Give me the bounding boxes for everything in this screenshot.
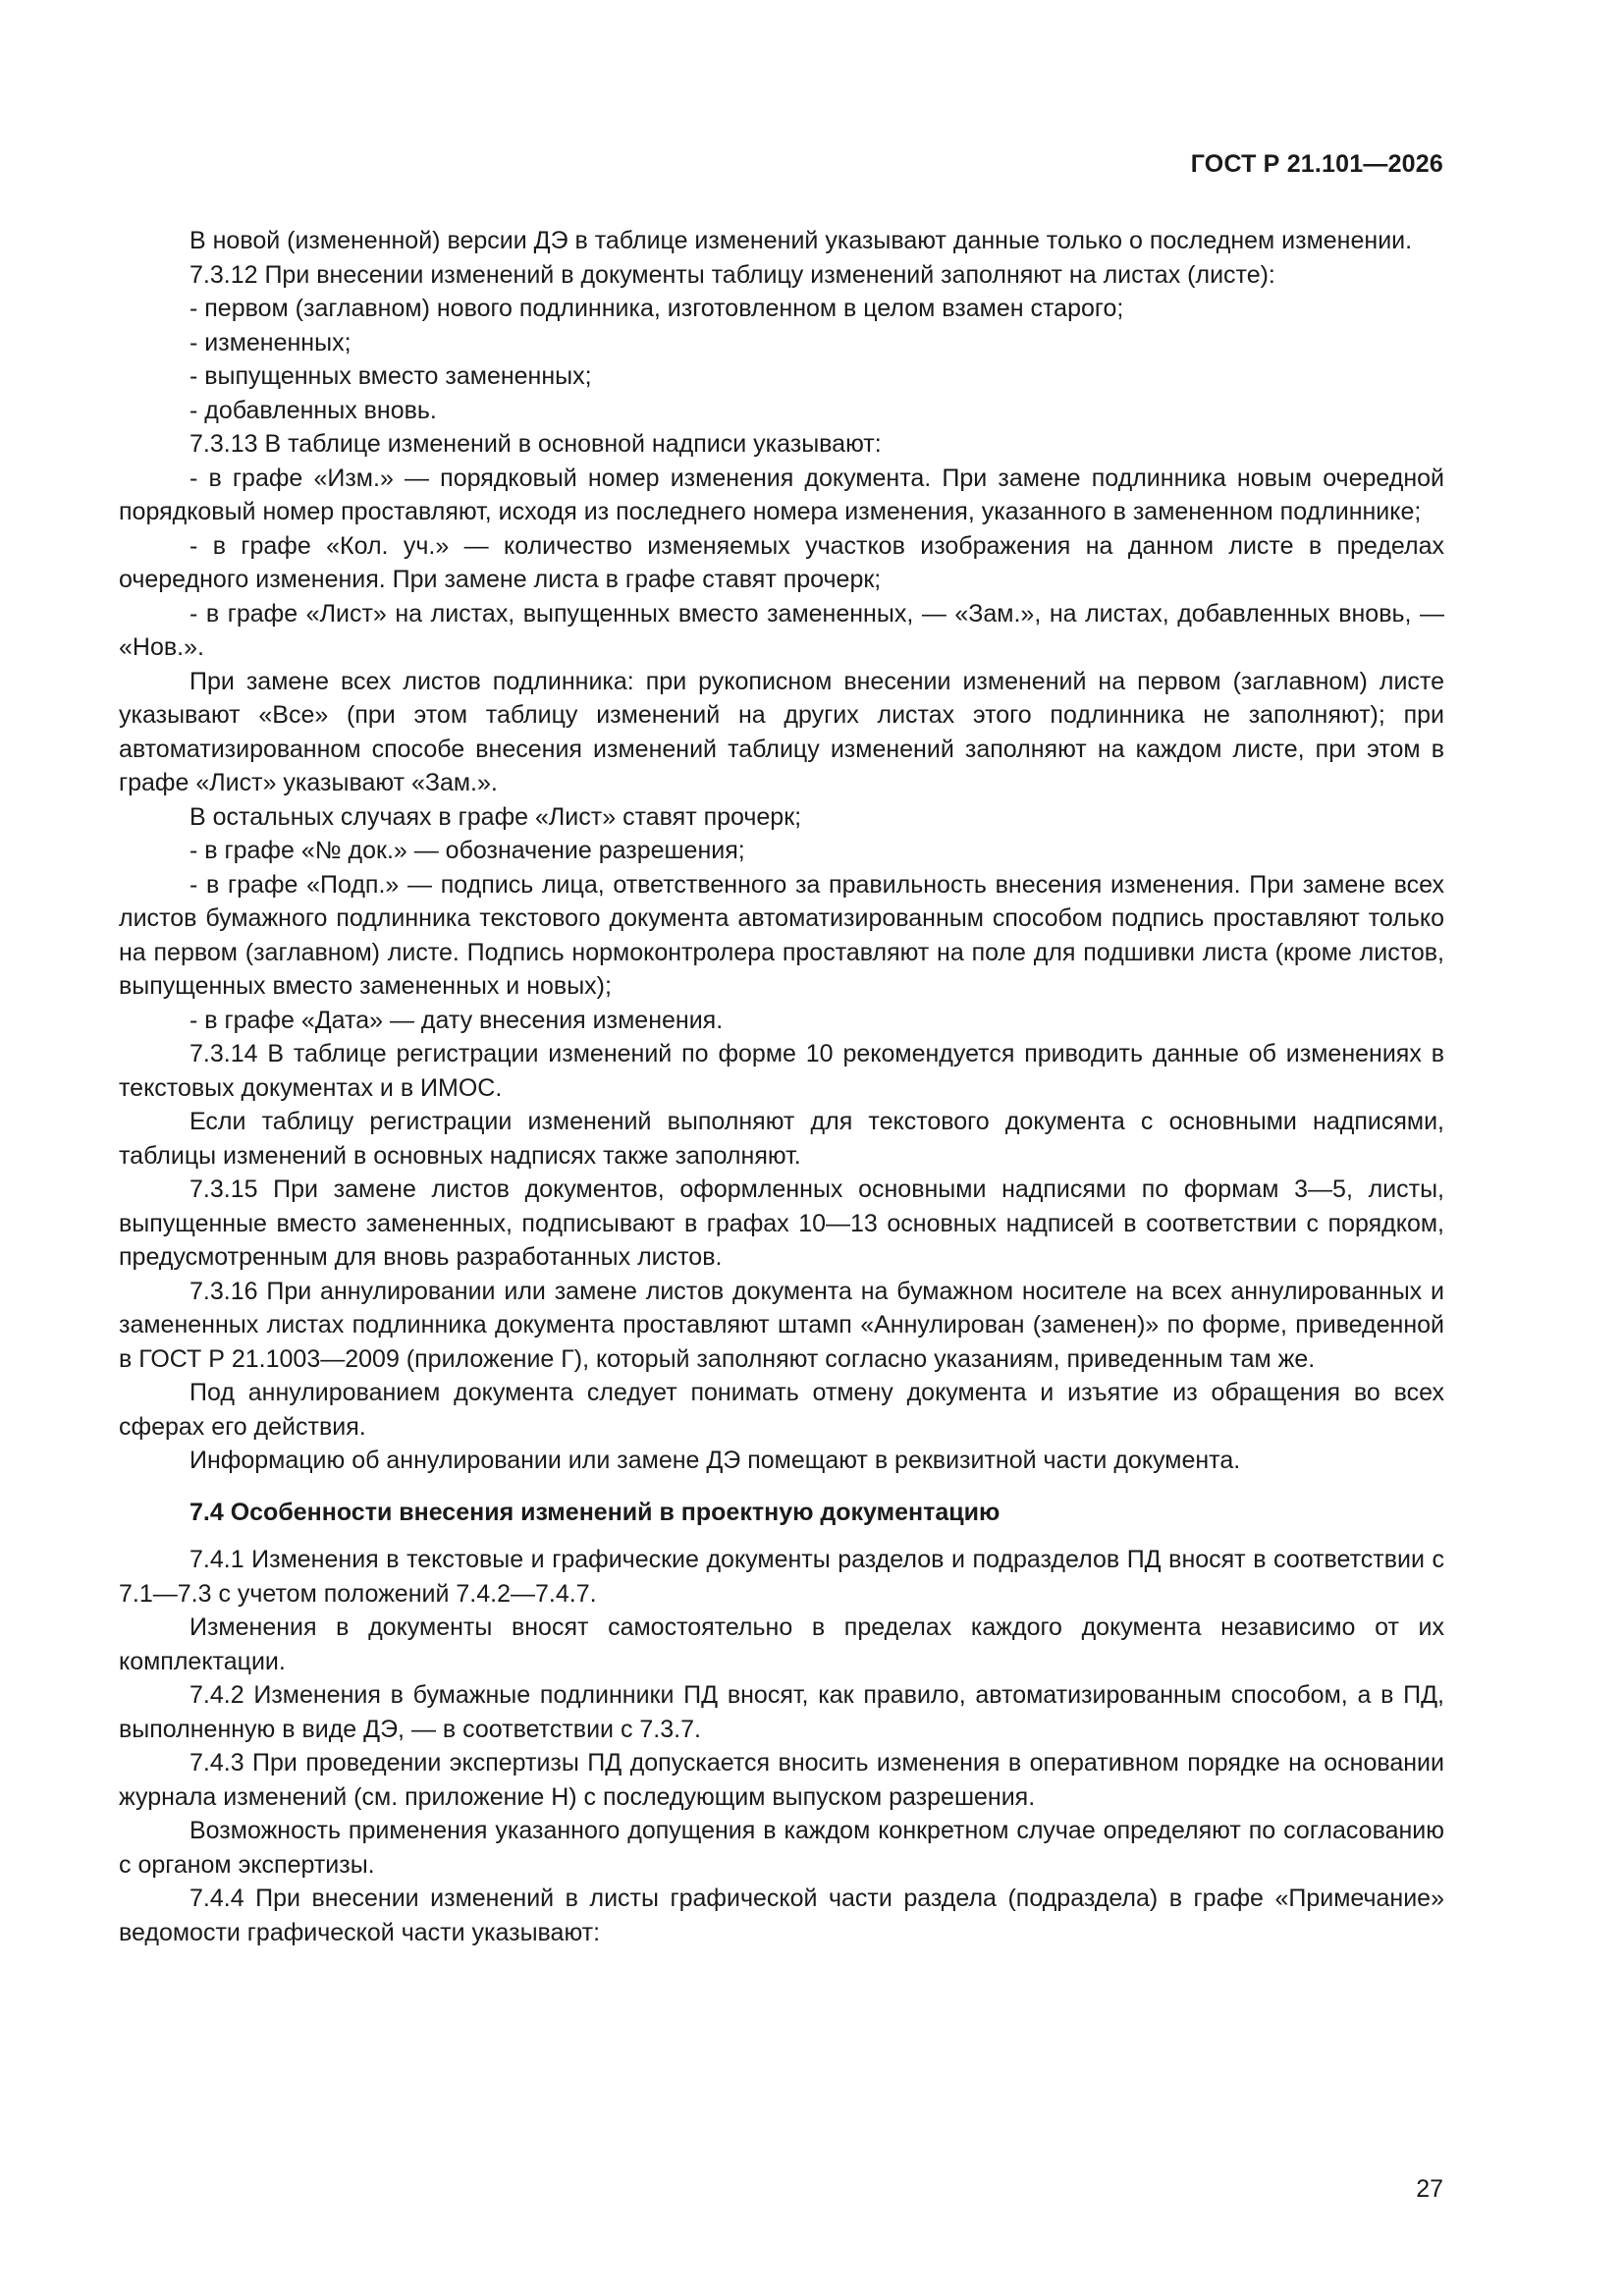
list-item: - первом (заглавном) нового подлинника, изготовленном в целом взамен старого; [189,295,1124,322]
list-item: - в графе «№ док.» — обозначение разрешения; [189,837,745,864]
paragraph: 7.4.3 При проведении экспертизы ПД допускается вносить изменения в оперативном порядке на основании журнала изменений (см. приложение Н) с последующим выпуском разрешения. [119,1749,1444,1811]
list-item: - в графе «Подп.» — подпись лица, ответственного за правильность внесения изменения. При замене всех листов бумажного подлинника текстового документа автоматизированным способом подпись проставляют только на первом (заглавном) листе. Подпись нормоконтролера проставляют на поле для подшивки листа (кроме листов, выпущенных вместо замененных и новых); [119,870,1444,1000]
page-body [119,224,1444,1949]
section-heading: 7.4 Особенности внесения изменений в проектную документацию [189,1498,1001,1526]
paragraph: В новой (измененной) версии ДЭ в таблице изменений указывают данные только о последнем изменении. [189,227,1413,254]
paragraph: При замене всех листов подлинника: при рукописном внесении изменений на первом (заглавном) листе указывают «Все» (при этом таблицу изменений на других листах этого подлинника не заполняют); при автоматизированном способе внесения изменений таблицу изменений заполняют на каждом листе, при этом в графе «Лист» указывают «Зам.». [119,667,1444,796]
paragraph: Изменения в документы вносят самостоятельно в пределах каждого документа независимо от их комплектации. [119,1613,1444,1675]
page-number: 27 [1416,2175,1443,2203]
paragraph: 7.3.12 При внесении изменений в документы таблицу изменений заполняют на листах (листе): [189,260,1275,289]
paragraph: 7.4.2 Изменения в бумажные подлинники ПД вносят, как правило, автоматизированным способом, а в ПД, выполненную в виде ДЭ, — в соответствии с 7.3.7. [119,1681,1444,1743]
paragraph: 7.3.14 В таблице регистрации изменений по форме 10 рекомендуется приводить данные об изменениях в текстовых документах и в ИМОС. [119,1040,1444,1102]
paragraph: Информацию об аннулировании или замене ДЭ помещают в реквизитной части документа. [189,1447,1241,1474]
paragraph: В остальных случаях в графе «Лист» ставят прочерк; [189,802,802,831]
list-item: - измененных; [189,328,352,356]
list-item: - в графе «Лист» на листах, выпущенных вместо замененных, — «Зам.», на листах, добавленных вновь, — «Нов.». [119,599,1444,661]
list-item: - в графе «Изм.» — порядковый номер изменения документа. При замене подлинника новым очередной порядковый номер проставляют, исходя из последнего номера изменения, указанного в замененном подлиннике; [119,464,1444,525]
paragraph: 7.3.16 При аннулировании или замене листов документа на бумажном носителе на всех аннулированных и замененных листах подлинника документа проставляют штамп «Аннулирован (заменен)» по форме, приведенной в ГОСТ Р 21.1003—2009 (приложение Г), который заполняют согласно указаниям, приведенным там же. [119,1277,1444,1373]
document-code: ГОСТ Р 21.101—2026 [1190,150,1443,178]
paragraph: 7.4.4 При внесении изменений в листы графической части раздела (подраздела) в графе «Примечание» ведомости графической части указывают: [119,1885,1444,1946]
paragraph: 7.3.15 При замене листов документов, оформленных основными надписями по формам 3—5, листы, выпущенные вместо замененных, подписывают в графах 10—13 основных надписей в соответствии с порядком, предусмотренным для вновь разработанных листов. [119,1175,1444,1271]
paragraph: Возможность применения указанного допущения в каждом конкретном случае определяют по согласованию с органом экспертизы. [119,1817,1444,1879]
list-item: - в графе «Дата» — дату внесения изменения. [189,1006,724,1034]
paragraph: 7.3.13 В таблице изменений в основной надписи указывают: [189,430,882,458]
paragraph: Если таблицу регистрации изменений выполняют для текстового документа с основными надписями, таблицы изменений в основных надписях также заполняют. [119,1108,1444,1170]
list-item: - выпущенных вместо замененных; [189,362,592,390]
list-item: - в графе «Кол. уч.» — количество изменяемых участков изображения на данном листе в пределах очередного изменения. При замене листа в графе ставят прочерк; [119,531,1444,593]
list-item: - добавленных вновь. [189,396,437,424]
paragraph: Под аннулированием документа следует понимать отмену документа и изъятие из обращения во всех сферах его действия. [119,1379,1444,1441]
paragraph: 7.4.1 Изменения в текстовые и графические документы разделов и подразделов ПД вносят в соответствии с 7.1—7.3 с учетом положений 7.4.2—7.4.7. [119,1546,1444,1608]
